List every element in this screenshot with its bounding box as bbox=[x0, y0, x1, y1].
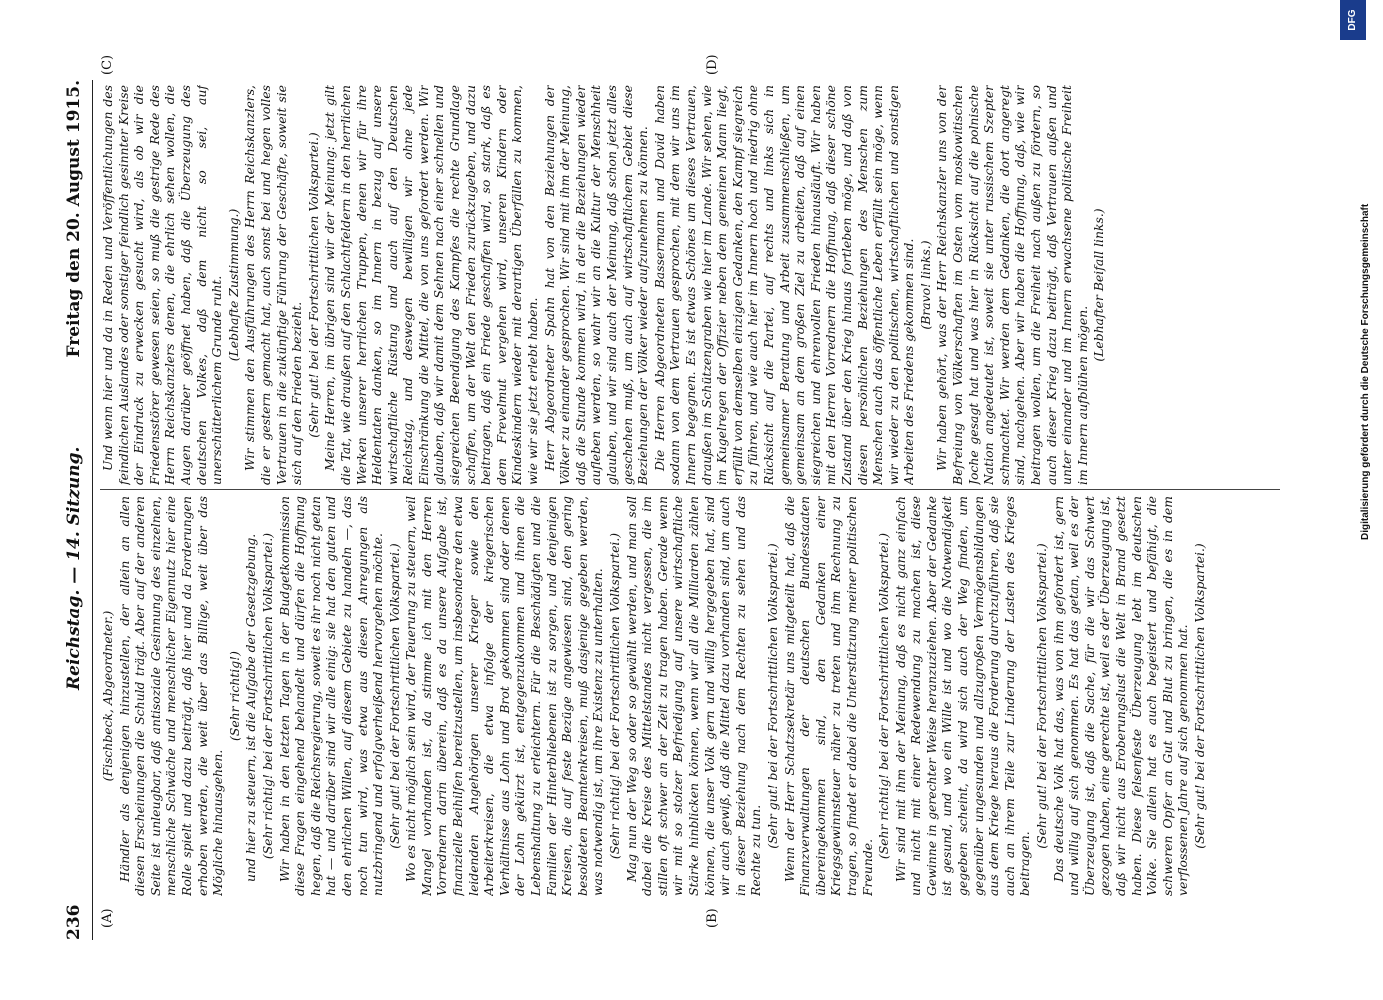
interjection: (Sehr gut! bei der Fortschrittlichen Volkspartei.) bbox=[1034, 543, 1050, 849]
margin-mark-b: (B) bbox=[705, 908, 720, 928]
interjection: (Sehr richtig! bei der Fortschrittlichen Volkspartei.) bbox=[607, 532, 622, 860]
paragraph: Händler als denjenigen hinzustellen, der allein an allen diesen Erscheinungen die Schuld trägt. Aber auf der anderen Seite ist unleugbar, daß antisoziale Gesinnung des einzelnen, menschliche Schwäche und menschlicher Eigennutz hier eine Rolle spielt und dazu beiträgt, daß hier und da Forderungen erhoben werden, die weit über das Billige, weit über das Mögliche hinausgehen. bbox=[116, 496, 226, 896]
interjection: (Sehr gut! bei der Fortschrittlichen Volkspartei.) bbox=[305, 132, 321, 438]
interjection: (Sehr richtig!) bbox=[226, 651, 242, 741]
page-header bbox=[60, 80, 93, 940]
interjection: (Sehr gut! bei der Fortschrittlichen Volkspartei.) bbox=[386, 543, 402, 849]
paragraph: Wir haben in den letzten Tagen in der Budgetkommission diese Fragen eingehend behandelt und dürfen die Hoffnung hegen, daß die Reichsregierung, soweit es ihr noch nicht getan hat — und darüber sind wir alle einig: sie hat den guten und den ehrlichen Willen, auf diesem Gebiete zu handeln —, das noch tun wird, was etwa aus diesen Anregungen als nutzbringend und erfolgverheißend hervorgehen möchte. bbox=[276, 496, 386, 896]
left-column bbox=[100, 496, 1300, 896]
page-number: 236 bbox=[64, 904, 84, 940]
paragraph: Die Herren Abgeordneten Bassermann und David haben sodann von dem Vertrauen gesprochen, mit dem wir uns im Innern begegnen. Es ist etwas Schönes um dieses Vertrauen, draußen im Schützengraben wie hier im Lande. Wir sehen, wie im Kugelregen der Offizier neben dem gemeinen Mann liegt, erfüllt von demselben einzigen Gedanken, den Kampf siegreich zu führen, und wie auch hier im Innern hoch und niedrig ohne Rücksicht auf die Partei, auf rechts und links sich in gemeinsamer Beratung und Arbeit zusammenschließen, um gemeinsam an dem großen Ziel zu arbeiten, daß auf einen siegreichen und ehrenvollen Frieden hinausläuft. Wir haben mit den Herren Vorrednern die Hoffnung, daß dieser schöne Zustand über den Krieg hinaus fortleben möge, und daß von diesen persönlichen Beziehungen des Menschen zum Menschen auch das öffentliche Leben erfüllt sein möge, wenn wir wieder zu den politischen, wirtschaftlichen und sonstigen Arbeiten des Friedens gekommen sind. bbox=[651, 85, 917, 485]
interjection: (Sehr gut! bei der Fortschrittlichen Volkspartei.) bbox=[1191, 543, 1207, 849]
interjection: (Fischbeck, Abgeordneter.) bbox=[100, 610, 115, 782]
paragraph: und hier zu steuern, ist die Aufgabe der Gesetzgebung. bbox=[243, 533, 259, 882]
paragraph: Und wenn hier und da in Reden und Veröffentlichungen des feindlichen Auslandes oder sonstiger feindlich gesinnter Kreise der Eindruck zu erwecken gesucht wird, als ob wir die Friedensstörer gewesen seien, so muß die gestrige Rede des Herrn Reichskanzlers denen, die ehrlich sehen wollen, die Augen darüber geöffnet haben, daß die Überzeugung des deutschen Volkes, daß dem nicht so sei, auf unerschütterlichem Grunde ruht. bbox=[100, 85, 225, 485]
paragraph: Wo es nicht möglich sein wird, der Teuerung zu steuern, weil Mangel vorhanden ist, da stimme ich mit den Herren Vorrednern darin überein, daß es da unsere Aufgabe ist, finanzielle Beihilfen bereitzustellen, um insbesondere den etwa leidenden Angehörigen unserer Krieger sowie den Arbeiterkreisen, die etwa infolge der kriegerischen Verhältnisse aus Lohn und Brot gekommen sind oder denen der Lohn gekürzt ist, entgegenzukommen und ihnen die Lebenshaltung zu erleichtern. Für die Beschädigten und die Familien der Hinterbliebenen ist zu sorgen, und denjenigen Kreisen, die auf feste Bezüge angewiesen sind, den gering besoldeten Beamtenkreisen, muß dasjenige gegeben werden, was notwendig ist, um ihre Existenz zu unterhalten. bbox=[403, 496, 606, 896]
paragraph: Wir haben gehört, was der Herr Reichskanzler uns von der Befreiung von Völkerschaften im Osten vom moskowitischen Joche gesagt hat und was hier in Rücksicht auf die polnische Nation angedeutet ist, soweit sie unter russischem Szepter schmachtet. Wir werden dem Gedanken, die dort angeregt sind, nachgehen. Aber wir haben die Hoffnung, daß, wie wir beitragen wollen, um die Freiheit nach außen zu fördern, so auch dieser Krieg dazu beiträgt, daß Vertrauen außen und unter einander und im Innern erwachsene politische Freiheit im Innern aufblühen mögen. bbox=[934, 85, 1090, 485]
interjection: (Lebhafter Beifall links.) bbox=[1091, 208, 1107, 362]
paragraph: Wenn der Herr Schatzsekretär uns mitgeteilt hat, daß die Finanzverwaltungen der deutschen Bundesstaaten übereingekommen sind, den Gedanken einer Kriegsgewinnsteuer näher zu treten und ihm Rechnung zu tragen, so findet er dabei die Unterstützung meiner politischen Freunde. bbox=[781, 496, 875, 896]
page-title: Reichstag. — 14. Sitzung. bbox=[64, 446, 84, 690]
interjection: (Bravo! links.) bbox=[917, 240, 933, 330]
interjection: (Sehr gut! bei der Fortschrittlichen Volkspartei.) bbox=[764, 543, 780, 849]
paragraph: Herr Abgeordneter Spahn hat von den Beziehungen der Völker zu einander gesprochen. Wir sind mit ihm der Meinung, daß die Stunde kommen wird, in der die Beziehungen wieder aufleben werden, so wahr wir an die Kultur der Menschheit glauben, und wir sind auch der Meinung, daß schon jetzt alles geschehen muß, um auch auf wirtschaftlichem Gebiet diese Beziehungen der Völker wieder aufzunehmen zu können. bbox=[541, 85, 651, 485]
page-date: Freitag den 20. August 1915. bbox=[64, 80, 84, 358]
paragraph: Mag nun der Weg so oder so gewählt werden, und man soll dabei die Kreise des Mittelstandes nicht vergessen, die im stillen oft schwer an der Zeit zu tragen haben. Gerade wenn wir mit so stolzer Befriedigung auf unsere wirtschaftliche Stärke hinblicken können, wenn wir all die Milliarden zählen können, die unser Volk gern und willig hergegeben hat, sind wir auch gewiß, daß die Mittel dazu vorhanden sind, um auch in dieser Beziehung nach dem Rechten zu sehen und das Rechte zu tun. bbox=[623, 496, 764, 896]
digitization-note: Digitalisierung gefördert durch die Deutsche Forschungsgemeinschaft bbox=[1360, 203, 1371, 540]
interjection: (Sehr richtig! bei der Fortschrittlichen Volkspartei.) bbox=[259, 532, 275, 860]
margin-mark-c: (C) bbox=[100, 54, 115, 75]
interjection: (Lebhafte Zustimmung.) bbox=[225, 208, 241, 362]
paragraph: Das deutsche Volk hat das, was von ihm gefordert ist, gern und willig auf sich genommen. Es hat das getan, weil es der Überzeugung ist, daß die Sache, für die wir das Schwert gezogen haben, eine gerechte ist, weil es der Überzeugung ist, daß wir nicht aus Eroberungslust die Welt in Brand gesetzt haben. Diese felsenfeste Überzeugung lebt im deutschen Volke. Sie allein hat es auch begeistert und befähigt, die schweren Opfer an Gut und Blut zu bringen, die es in dem verflossenen Jahre auf sich genommen hat. bbox=[1050, 496, 1191, 896]
paragraph: Wir stimmen den Ausführungen des Herrn Reichskanzlers, die er gestern gemacht hat, auch sonst bei und hegen volles Vertrauen in die zukünftige Führung der Geschäfte, soweit sie sich auf den Frieden bezieht. bbox=[242, 85, 305, 485]
right-column bbox=[100, 85, 1300, 485]
dfg-logo: DFG bbox=[1340, 0, 1366, 40]
interjection: (Sehr richtig! bei der Fortschrittlichen Volkspartei.) bbox=[876, 532, 892, 860]
margin-mark-d: (D) bbox=[705, 54, 720, 75]
column-divider bbox=[100, 489, 1280, 490]
paragraph: Wir sind mit ihm der Meinung, daß es nicht ganz einfach und nicht mit einer Redewendung zu machen ist, diese Gewinne in gerechter Weise heranzuziehen. Aber der Gedanke ist gesund, und wo ein Wille ist und wo die Notwendigkeit gegeben scheint, da wird sich auch der Weg finden, um gegenüber ungesunden und allzugroßen Vermögensbildungen aus dem Kriege heraus die Forderung durchzuführen, daß sie auch an ihrem Teile zur Linderung der Lasten des Krieges beitragen. bbox=[892, 496, 1033, 896]
margin-mark-a: (A) bbox=[100, 908, 115, 928]
paragraph: Meine Herren, im übrigen sind wir der Meinung: jetzt gilt die Tat, wie draußen auf den Schlachtfeldern in den herrlichen Werken unserer herrlichen Truppen, denen wir für ihre Heldentaten danken, so im Innern in bezug auf unsere wirtschaftliche Rüstung und auch auf den Deutschen Reichstag, und deswegen bewilligen wir ohne jede Einschränkung die Mittel, die von uns gefordert werden. Wir glauben, daß wir damit dem Sehnen nach einer schnellen und siegreichen Beendigung des Kampfes die rechte Grundlage schaffen, um der Welt den Frieden zurückzugeben, und dazu beitragen, daß ein Friede geschaffen wird, so stark, daß es dem Frevelmut vergehen wird, unseren Kindern oder Kindeskindern wieder mit derartigen Überfällen zu kommen, wie wir sie jetzt erlebt haben. bbox=[322, 85, 541, 485]
